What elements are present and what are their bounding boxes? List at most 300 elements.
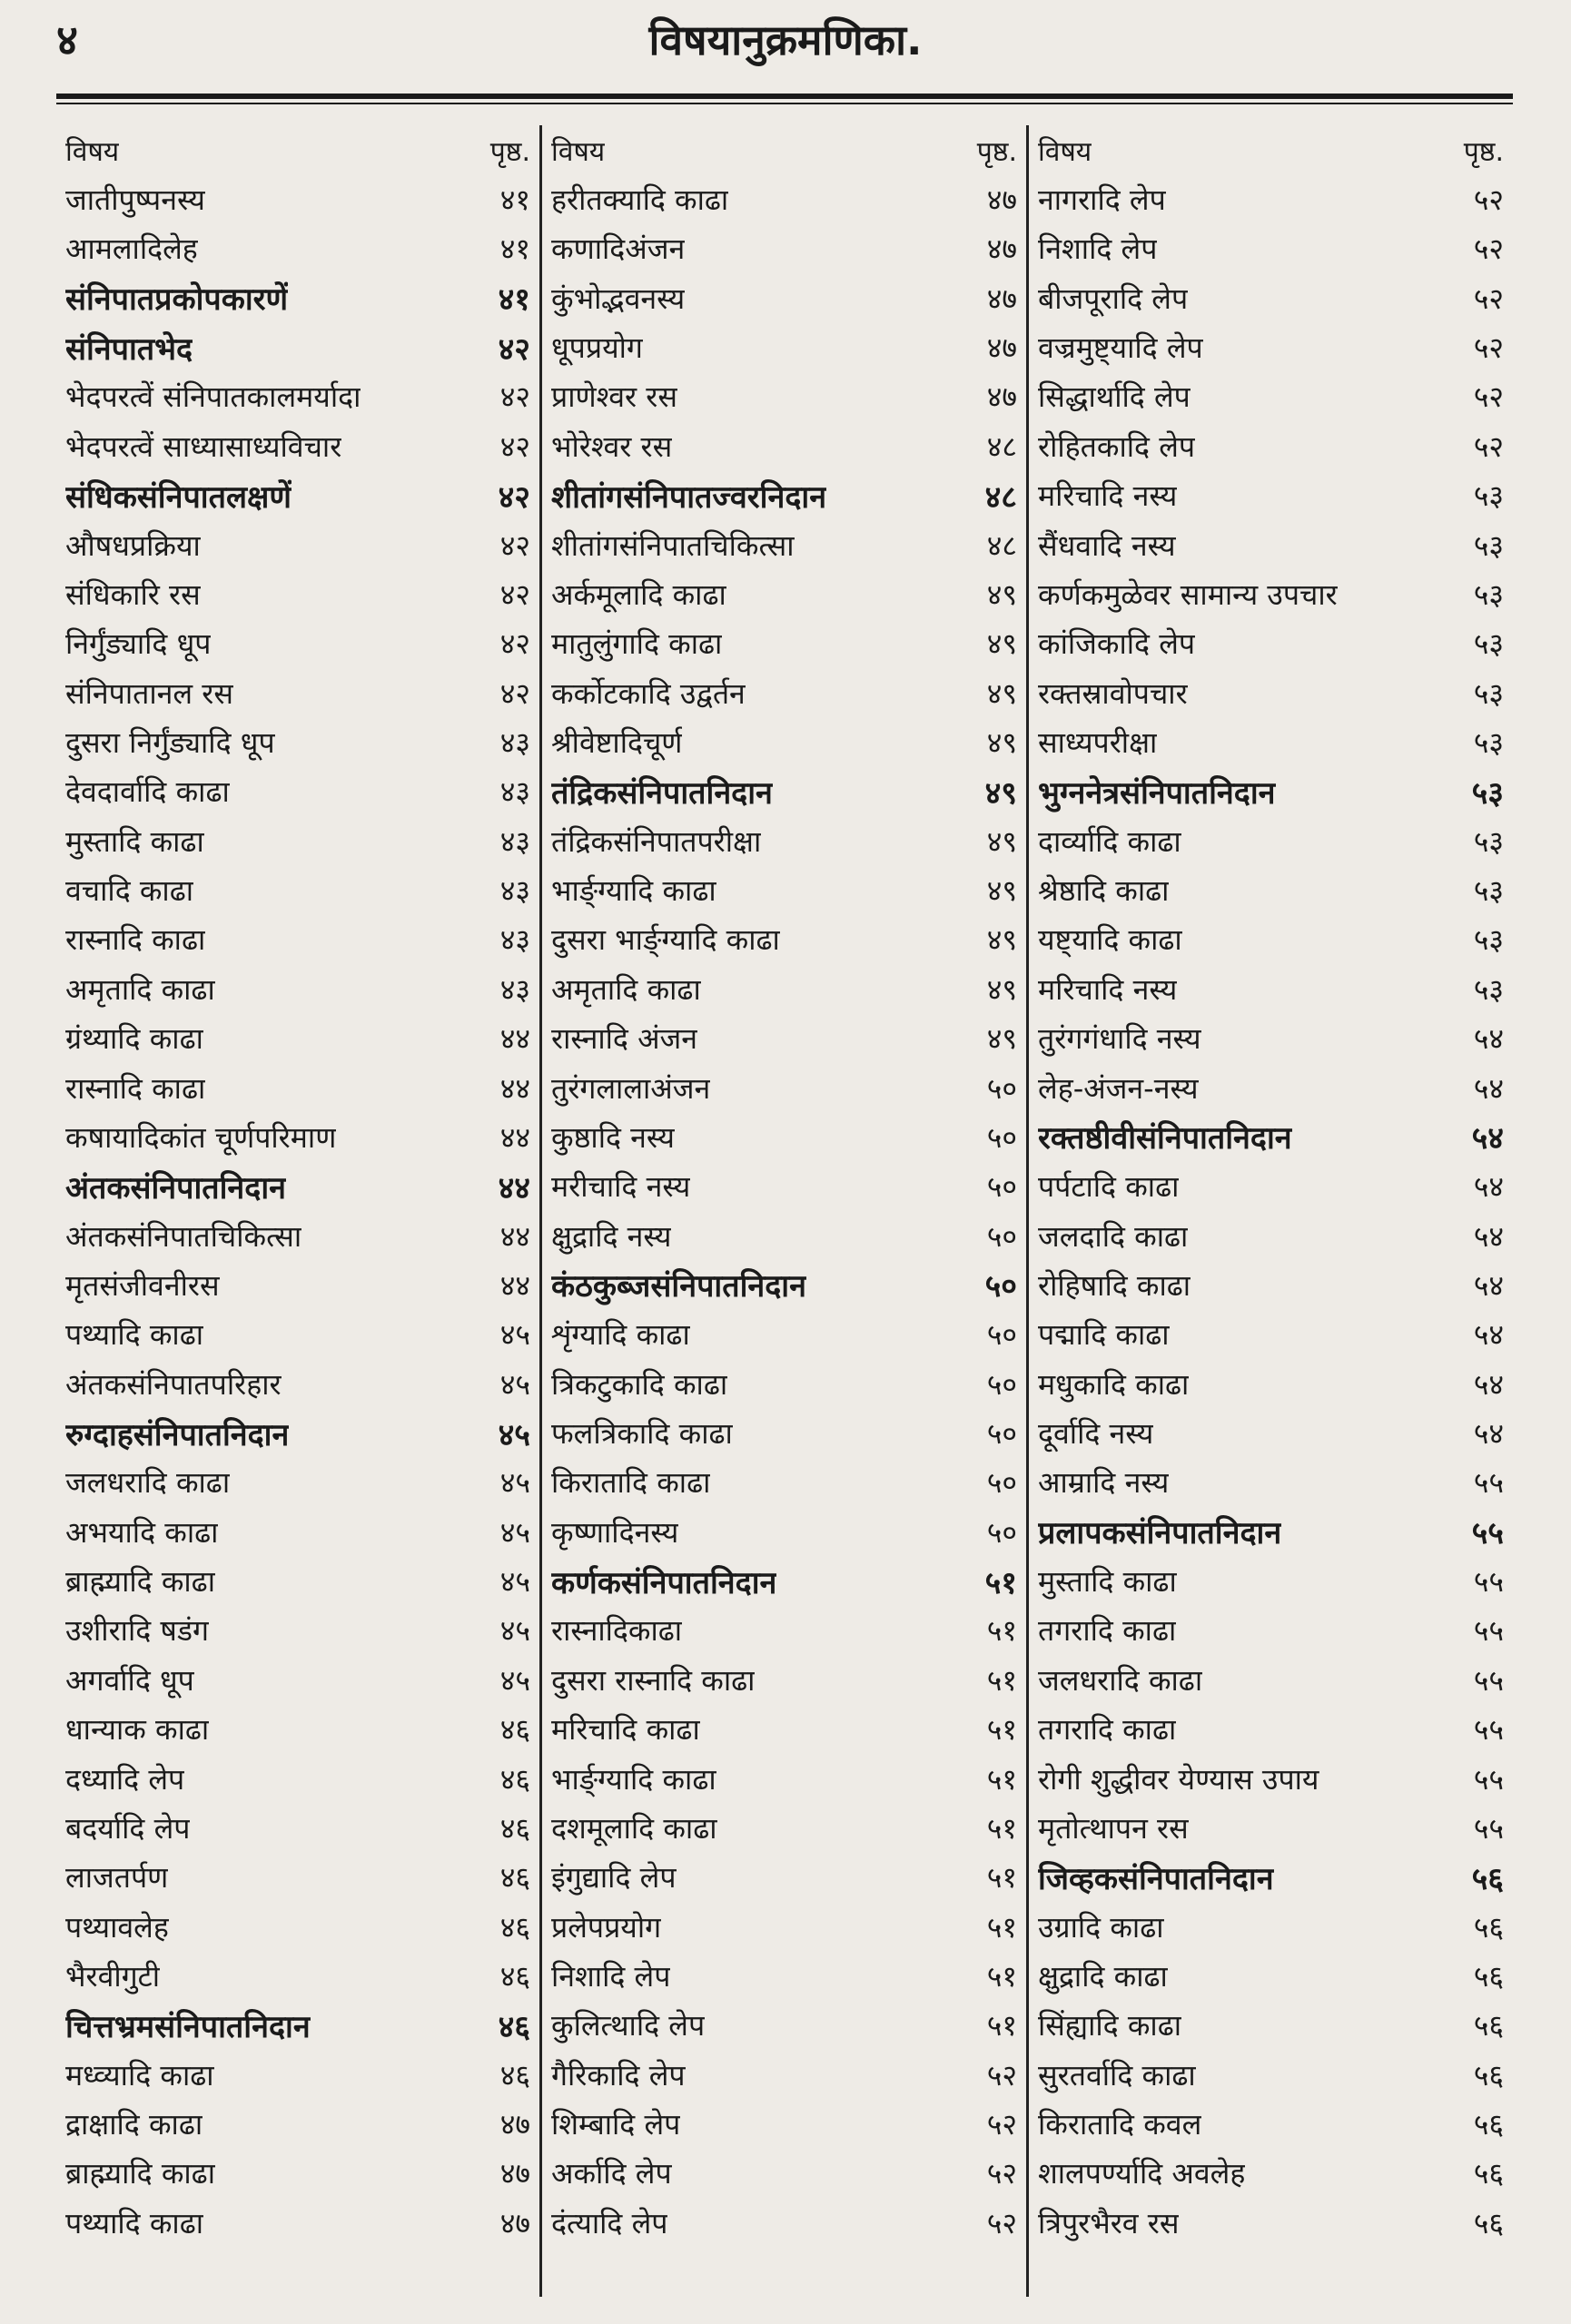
entry-page: ५५ <box>1471 1515 1504 1552</box>
entry-page: ५६ <box>1473 2205 1504 2240</box>
entry-topic: मरिचादि नस्य <box>1038 478 1178 514</box>
index-entry <box>551 1408 1017 1457</box>
index-entry <box>65 1359 530 1408</box>
entry-topic: दुसरा रास्नादि काढा <box>551 1662 756 1698</box>
entry-page: ५४ <box>1473 1366 1504 1402</box>
index-entry <box>1038 2001 1504 2050</box>
entry-topic: मुस्तादि काढा <box>1038 1564 1177 1600</box>
index-entry <box>65 2099 530 2148</box>
entry-topic: रास्नादि काढा <box>65 922 206 958</box>
entry-page: ५५ <box>1473 1465 1504 1501</box>
index-entry <box>551 1853 1017 1902</box>
index-entry <box>1038 1556 1504 1605</box>
entry-page: ४४ <box>499 1070 530 1106</box>
entry-topic: मरीचादि नस्य <box>551 1169 691 1205</box>
entry-page: ४३ <box>499 724 530 760</box>
entry-page: ५२ <box>1473 428 1504 464</box>
index-entry <box>65 1310 530 1359</box>
entry-topic: धूपप्रयोग <box>551 330 643 366</box>
index-entry <box>1038 1013 1504 1062</box>
index-entry <box>65 2050 530 2099</box>
entry-topic: रोहिषादि काढा <box>1038 1267 1191 1303</box>
entry-topic: लेह-अंजन-नस्य <box>1038 1070 1199 1106</box>
entry-topic: रास्नादिकाढा <box>551 1613 683 1649</box>
entry-topic: कंठकुब्जसंनिपातनिदान <box>551 1268 806 1305</box>
index-entry <box>1038 816 1504 865</box>
index-entry <box>1038 372 1504 421</box>
entry-topic: संनिपातभेद <box>65 330 193 368</box>
entry-page: ४६ <box>499 1761 530 1797</box>
index-entry <box>65 1112 530 1161</box>
index-entry <box>551 273 1017 322</box>
index-entry <box>551 915 1017 964</box>
entry-page: ५१ <box>986 1958 1017 1994</box>
index-entry <box>551 224 1017 273</box>
column-heading <box>551 125 1017 174</box>
entry-topic: तंद्रिकसंनिपातपरीक्षा <box>551 823 762 859</box>
section-heading-entry <box>65 1162 530 1211</box>
index-entry <box>1038 224 1504 273</box>
index-entry <box>551 1063 1017 1112</box>
column-heading <box>65 125 530 174</box>
index-entry <box>65 767 530 816</box>
entry-topic: जलधरादि काढा <box>1038 1662 1203 1698</box>
entry-topic: पर्पटादि काढा <box>1038 1169 1180 1205</box>
entry-page: ५४ <box>1473 1070 1504 1106</box>
entry-page: ५१ <box>986 1613 1017 1649</box>
entry-topic: दार्व्यादि काढा <box>1038 823 1181 859</box>
entry-topic: मुस्तादि काढा <box>65 823 204 859</box>
entry-topic: हरीतक्यादि काढा <box>551 182 729 218</box>
index-entry <box>65 1606 530 1655</box>
index-entry <box>65 1902 530 1951</box>
entry-page: ५१ <box>986 1860 1017 1896</box>
entry-topic: मृतोत्थापन रस <box>1038 1810 1189 1846</box>
entry-topic: बीजपूरादि लेप <box>1038 281 1189 316</box>
section-heading-entry <box>65 1408 530 1457</box>
index-entry <box>65 372 530 421</box>
entry-topic: अभयादि काढा <box>65 1514 219 1550</box>
index-entry <box>551 1606 1017 1655</box>
index-entry <box>65 174 530 223</box>
entry-topic: कुष्ठादि नस्य <box>551 1119 675 1155</box>
entry-page: ५२ <box>1473 231 1504 267</box>
entry-page: ४५ <box>499 1613 530 1649</box>
index-entry <box>551 1951 1017 2000</box>
section-heading-entry <box>551 471 1017 520</box>
entry-page: ४९ <box>986 922 1017 958</box>
entry-topic: रास्नादि काढा <box>65 1070 206 1106</box>
entry-topic: प्राणेश्वर रस <box>551 379 678 415</box>
index-entry <box>1038 2149 1504 2198</box>
entry-topic: कर्कोटकादि उद्वर्तन <box>551 675 746 711</box>
entry-topic: रोहितकादि लेप <box>1038 428 1196 464</box>
index-entry <box>65 865 530 914</box>
entry-topic: संनिपातानल रस <box>65 675 234 711</box>
entry-topic: शृंग्यादि काढा <box>551 1317 690 1353</box>
entry-topic: सिंह्यादि काढा <box>1038 2008 1182 2043</box>
entry-page: ५० <box>986 1366 1017 1402</box>
entry-page: ५४ <box>1473 1021 1504 1057</box>
entry-topic: दुसरा निर्गुंड्यादि धूप <box>65 724 275 760</box>
entry-page: ५३ <box>1473 724 1504 760</box>
entry-topic: जलदादि काढा <box>1038 1218 1189 1254</box>
index-entry <box>1038 1359 1504 1408</box>
entry-page: ४३ <box>499 873 530 909</box>
index-entry <box>551 2149 1017 2198</box>
entry-page: ४२ <box>498 478 530 516</box>
entry-topic: किरातादि कवल <box>1038 2107 1202 2142</box>
index-entry <box>65 1853 530 1902</box>
entry-page: ४६ <box>499 1712 530 1748</box>
index-column <box>539 125 1026 2297</box>
index-entry <box>1038 1162 1504 1211</box>
entry-page: ४३ <box>499 971 530 1007</box>
entry-page: ४४ <box>499 1218 530 1254</box>
entry-topic: वचादि काढा <box>65 873 194 909</box>
entry-page: ५५ <box>1473 1810 1504 1846</box>
entry-page: ५६ <box>1471 1860 1504 1897</box>
entry-topic: मधुकादि काढा <box>1038 1366 1190 1402</box>
index-entry <box>1038 322 1504 371</box>
index-entry <box>65 1705 530 1754</box>
entry-topic: द्राक्षादि काढा <box>65 2107 203 2142</box>
section-heading-entry <box>65 273 530 322</box>
entry-topic: दूर्वादि नस्य <box>1038 1416 1154 1452</box>
index-entry <box>551 2099 1017 2148</box>
entry-page: ४८ <box>986 428 1017 464</box>
entry-page: ४५ <box>499 1514 530 1550</box>
entry-topic: दशमूलादि काढा <box>551 1810 717 1846</box>
entry-topic: निशादि लेप <box>1038 231 1158 267</box>
entry-topic: निर्गुंड्यादि धूप <box>65 626 212 662</box>
heading-page: पृष्ठ. <box>1463 135 1504 168</box>
entry-page: ५३ <box>1473 873 1504 909</box>
entry-page: ४२ <box>499 527 530 563</box>
entry-topic: कृष्णादिनस्य <box>551 1514 679 1550</box>
entry-page: ५४ <box>1473 1317 1504 1353</box>
index-entry <box>551 717 1017 766</box>
index-entry <box>551 1211 1017 1260</box>
page-title: विषयानुक्रमणिका. <box>648 15 923 64</box>
entry-topic: जलधरादि काढा <box>65 1465 231 1501</box>
entry-page: ४६ <box>499 1958 530 1994</box>
heading-page: पृष्ठ. <box>489 135 530 168</box>
index-columns <box>56 125 1513 2297</box>
index-column <box>56 125 539 2297</box>
index-entry <box>551 1705 1017 1754</box>
entry-page: ५१ <box>986 1909 1017 1945</box>
section-heading-entry <box>65 322 530 371</box>
entry-topic: तगरादि काढा <box>1038 1712 1177 1748</box>
index-entry <box>1038 865 1504 914</box>
entry-topic: कांजिकादि लेप <box>1038 626 1196 662</box>
index-entry <box>65 2149 530 2198</box>
entry-page: ४९ <box>986 823 1017 859</box>
entry-page: ४३ <box>499 922 530 958</box>
index-entry <box>551 2198 1017 2247</box>
entry-page: ५६ <box>1473 2107 1504 2142</box>
entry-page: ५४ <box>1473 1169 1504 1205</box>
entry-page: ५४ <box>1473 1267 1504 1303</box>
entry-page: ४७ <box>499 2205 530 2240</box>
index-entry <box>551 1458 1017 1507</box>
index-entry <box>65 1655 530 1704</box>
heading-topic: विषय <box>1038 135 1092 168</box>
index-entry <box>65 224 530 273</box>
index-entry <box>1038 520 1504 569</box>
index-entry <box>1038 1705 1504 1754</box>
entry-page: ५४ <box>1473 1218 1504 1254</box>
entry-page: ५३ <box>1471 774 1504 812</box>
index-entry <box>65 520 530 569</box>
entry-page: ४७ <box>986 231 1017 267</box>
entry-page: ५४ <box>1473 1416 1504 1452</box>
entry-page: ४९ <box>986 1021 1017 1057</box>
entry-topic: उशीरादि षडंग <box>65 1613 210 1649</box>
index-entry <box>65 717 530 766</box>
entry-topic: जातीपुष्पनस्य <box>65 182 205 218</box>
column-heading <box>1038 125 1504 174</box>
index-entry <box>551 1803 1017 1852</box>
entry-page: ४५ <box>499 1564 530 1600</box>
entry-page: ४७ <box>499 2156 530 2191</box>
index-entry <box>65 1951 530 2000</box>
entry-topic: कर्णकमुळेवर सामान्य उपचार <box>1038 576 1338 612</box>
entry-topic: नागरादि लेप <box>1038 182 1166 218</box>
entry-page: ५१ <box>986 2008 1017 2043</box>
index-entry <box>65 421 530 470</box>
entry-topic: लाजतर्पण <box>65 1860 169 1896</box>
index-entry <box>65 1211 530 1260</box>
entry-topic: मरिचादि काढा <box>551 1712 700 1748</box>
index-entry <box>65 816 530 865</box>
index-entry <box>551 1507 1017 1556</box>
entry-topic: तगरादि काढा <box>1038 1613 1177 1649</box>
entry-page: ५२ <box>1473 330 1504 366</box>
index-entry <box>551 372 1017 421</box>
index-entry <box>65 1063 530 1112</box>
index-entry <box>1038 1902 1504 1951</box>
entry-topic: किरातादि काढा <box>551 1465 711 1501</box>
entry-topic: भार्ङ्ग्यादि काढा <box>551 873 716 909</box>
header-rule-thin <box>56 103 1513 104</box>
entry-topic: संनिपातप्रकोपकारणें <box>65 281 289 319</box>
entry-page: ४३ <box>499 774 530 810</box>
section-heading-entry <box>1038 1853 1504 1902</box>
page-number: ४ <box>56 15 78 64</box>
section-heading-entry <box>65 471 530 520</box>
header-rule-thick <box>56 94 1513 99</box>
index-entry <box>551 668 1017 717</box>
entry-page: ५० <box>986 1169 1017 1205</box>
index-entry <box>551 865 1017 914</box>
index-entry <box>1038 1803 1504 1852</box>
entry-page: ५२ <box>1473 379 1504 415</box>
entry-page: ५२ <box>986 2205 1017 2240</box>
entry-topic: अंतकसंनिपातनिदान <box>65 1169 287 1206</box>
entry-page: ५० <box>984 1268 1017 1305</box>
entry-topic: दध्यादि लेप <box>65 1761 185 1797</box>
entry-page: ४७ <box>986 379 1017 415</box>
index-entry <box>551 1310 1017 1359</box>
index-entry <box>551 1754 1017 1803</box>
entry-topic: क्षुद्रादि काढा <box>1038 1958 1168 1994</box>
entry-page: ४६ <box>499 1810 530 1846</box>
entry-topic: रोगी शुद्धीवर येण्यास उपाय <box>1038 1761 1319 1797</box>
entry-topic: वज्रमुष्ट्यादि लेप <box>1038 330 1203 366</box>
entry-page: ५३ <box>1473 922 1504 958</box>
entry-page: ५० <box>986 1416 1017 1452</box>
index-entry <box>551 2050 1017 2099</box>
entry-topic: त्रिकटुकादि काढा <box>551 1366 728 1402</box>
entry-topic: शालपर्ण्यादि अवलेह <box>1038 2156 1246 2191</box>
entry-page: ४९ <box>984 774 1017 812</box>
index-entry <box>65 1556 530 1605</box>
entry-topic: संधिकसंनिपातलक्षणें <box>65 478 291 516</box>
index-entry <box>1038 1063 1504 1112</box>
index-entry <box>1038 619 1504 668</box>
section-heading-entry <box>1038 767 1504 816</box>
entry-topic: यष्ट्यादि काढा <box>1038 922 1182 958</box>
entry-page: ४७ <box>986 330 1017 366</box>
entry-topic: जिव्हकसंनिपातनिदान <box>1038 1860 1274 1897</box>
section-heading-entry <box>1038 1507 1504 1556</box>
entry-page: ४९ <box>986 626 1017 662</box>
entry-page: ४६ <box>499 1860 530 1896</box>
entry-page: ४३ <box>499 823 530 859</box>
entry-topic: कुलित्थादि लेप <box>551 2008 706 2043</box>
entry-page: ४२ <box>498 330 530 368</box>
section-heading-entry <box>551 767 1017 816</box>
heading-topic: विषय <box>551 135 606 168</box>
index-entry <box>551 816 1017 865</box>
entry-topic: शिम्बादि लेप <box>551 2107 681 2142</box>
index-entry <box>1038 1211 1504 1260</box>
entry-topic: मातुलुंगादि काढा <box>551 626 723 662</box>
entry-page: ४९ <box>986 971 1017 1007</box>
entry-page: ५१ <box>986 1761 1017 1797</box>
heading-topic: विषय <box>65 135 120 168</box>
entry-topic: अंतकसंनिपातपरिहार <box>65 1366 282 1402</box>
entry-page: ४६ <box>499 1909 530 1945</box>
entry-page: ५० <box>986 1119 1017 1155</box>
index-entry <box>1038 717 1504 766</box>
entry-topic: कुंभोद्भवनस्य <box>551 281 686 316</box>
index-entry <box>551 1359 1017 1408</box>
entry-page: ५२ <box>1473 182 1504 218</box>
index-entry <box>1038 1754 1504 1803</box>
entry-page: ४९ <box>986 873 1017 909</box>
entry-topic: तुरंगगंधादि नस्य <box>1038 1021 1201 1057</box>
entry-page: ५६ <box>1473 2008 1504 2043</box>
index-entry <box>551 1013 1017 1062</box>
entry-page: ५२ <box>986 2156 1017 2191</box>
entry-page: ५४ <box>1471 1120 1504 1157</box>
entry-page: ४२ <box>499 428 530 464</box>
index-entry <box>1038 668 1504 717</box>
section-heading-entry <box>65 2001 530 2050</box>
index-entry <box>551 1112 1017 1161</box>
entry-topic: अमृतादि काढा <box>551 971 701 1007</box>
index-entry <box>1038 1310 1504 1359</box>
entry-topic: धान्याक काढा <box>65 1712 210 1748</box>
index-entry <box>65 1458 530 1507</box>
entry-page: ४१ <box>499 182 530 218</box>
entry-topic: रक्तष्ठीवीसंनिपातनिदान <box>1038 1120 1292 1157</box>
section-heading-entry <box>1038 1112 1504 1161</box>
entry-page: ४२ <box>499 675 530 711</box>
entry-topic: देवदार्वादि काढा <box>65 774 230 810</box>
index-entry <box>1038 2099 1504 2148</box>
entry-page: ४९ <box>986 576 1017 612</box>
index-entry <box>1038 964 1504 1013</box>
entry-page: ५१ <box>984 1564 1017 1601</box>
entry-topic: निशादि लेप <box>551 1958 671 1994</box>
index-entry <box>551 1162 1017 1211</box>
entry-page: ४७ <box>986 281 1017 316</box>
entry-page: ५६ <box>1473 1958 1504 1994</box>
entry-page: ४६ <box>499 2057 530 2093</box>
entry-page: ४१ <box>499 231 530 267</box>
entry-topic: कर्णकसंनिपातनिदान <box>551 1564 777 1601</box>
entry-topic: बदर्यादि लेप <box>65 1810 191 1846</box>
entry-topic: फलत्रिकादि काढा <box>551 1416 733 1452</box>
entry-topic: शीतांगसंनिपातचिकित्सा <box>551 527 795 563</box>
entry-page: ५५ <box>1473 1761 1504 1797</box>
entry-topic: प्रलापकसंनिपातनिदान <box>1038 1515 1282 1552</box>
entry-topic: अमृतादि काढा <box>65 971 215 1007</box>
entry-topic: औषधप्रक्रिया <box>65 527 201 563</box>
index-entry <box>65 668 530 717</box>
entry-topic: मध्व्यादि काढा <box>65 2057 214 2093</box>
entry-page: ५२ <box>986 2107 1017 2142</box>
entry-topic: पथ्यादि काढा <box>65 1317 203 1353</box>
entry-page: ५६ <box>1473 1909 1504 1945</box>
index-entry <box>65 1507 530 1556</box>
index-entry <box>1038 915 1504 964</box>
index-column <box>1026 125 1513 2297</box>
entry-topic: त्रिपुरभैरव रस <box>1038 2205 1180 2240</box>
entry-page: ४९ <box>986 724 1017 760</box>
index-entry <box>551 964 1017 1013</box>
entry-page: ४५ <box>499 1366 530 1402</box>
index-entry <box>1038 2198 1504 2247</box>
index-entry <box>551 619 1017 668</box>
index-entry <box>551 1655 1017 1704</box>
entry-topic: चित्तभ्रमसंनिपातनिदान <box>65 2008 311 2045</box>
entry-page: ४२ <box>499 576 530 612</box>
index-entry <box>551 174 1017 223</box>
section-heading-entry <box>551 1260 1017 1309</box>
index-entry <box>1038 2050 1504 2099</box>
entry-topic: श्रीवेष्टादिचूर्ण <box>551 724 683 760</box>
index-entry <box>1038 421 1504 470</box>
entry-page: ५० <box>986 1218 1017 1254</box>
index-entry <box>1038 174 1504 223</box>
index-entry <box>65 1803 530 1852</box>
entry-topic: साध्यपरीक्षा <box>1038 724 1158 760</box>
index-entry <box>65 964 530 1013</box>
index-entry <box>551 322 1017 371</box>
entry-page: ५३ <box>1473 527 1504 563</box>
entry-topic: रुग्दाहसंनिपातनिदान <box>65 1416 290 1453</box>
entry-topic: भैरवीगुटी <box>65 1958 161 1994</box>
entry-page: ५३ <box>1473 626 1504 662</box>
index-entry <box>551 2001 1017 2050</box>
entry-topic: रक्तस्रावोपचार <box>1038 675 1188 711</box>
index-entry <box>1038 1408 1504 1457</box>
